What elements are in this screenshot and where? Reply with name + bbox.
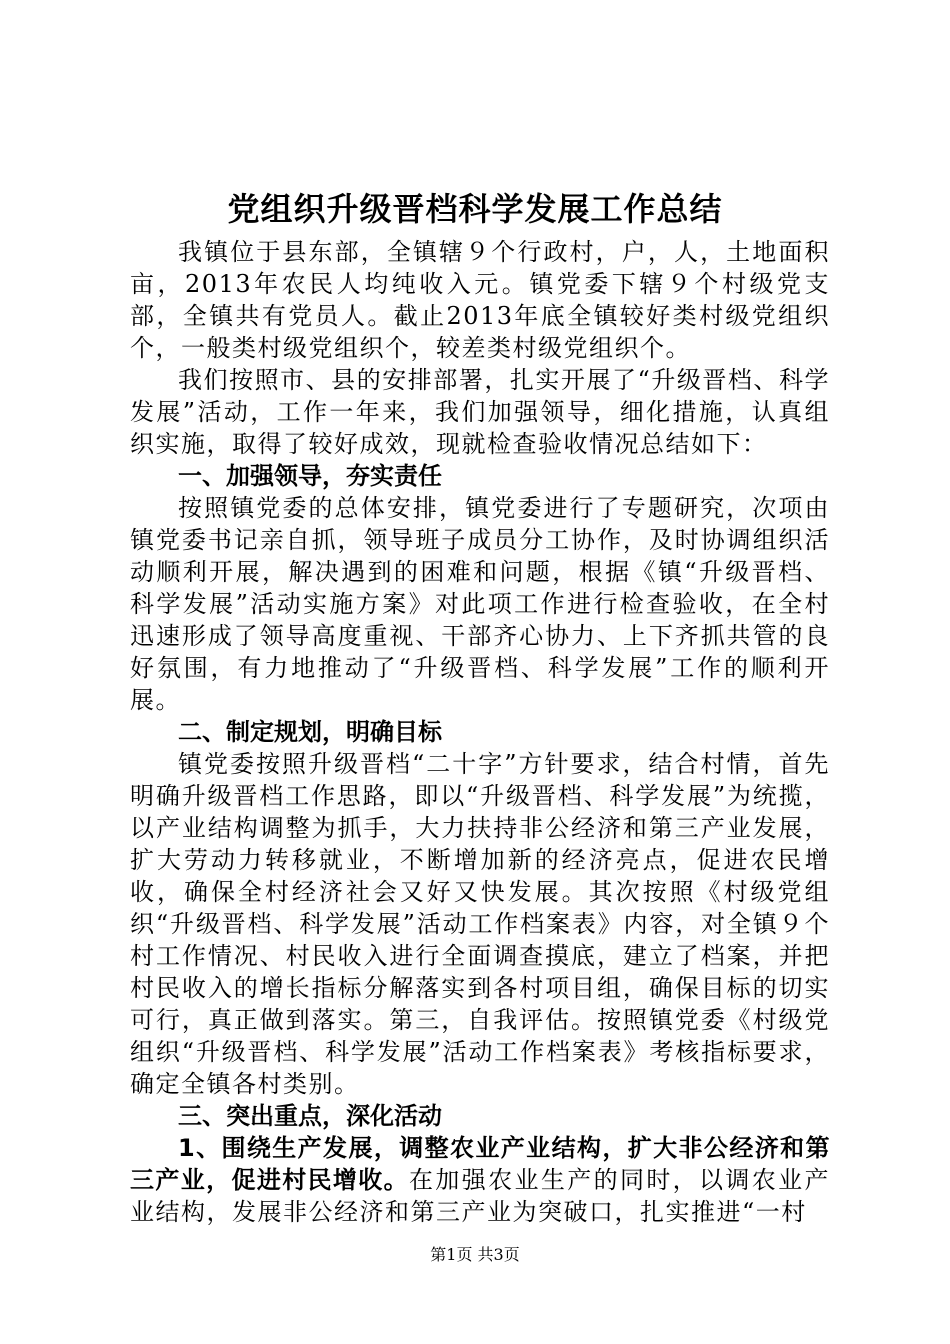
paragraph-section-3 xyxy=(130,1132,830,1228)
section-heading-3: 三、突出重点，深化活动 xyxy=(178,1102,442,1130)
paragraph-section-2: 镇党委按照升级晋档“二十字”方针要求，结合村情，首先明确升级晋档工作思路，即以“升级晋档、科学发展”为统揽，以产业结构调整为抓手，大力扶持非公经济和第三产业发展，扩大劳动力转移就业，不断增加新的经济亮点，促进农民增收，确保全村经济社会又好又快发展。其次按照《村级党组织“升级晋档、科学发展”活动工作档案表》内容，对全镇９个村工作情况、村民收入进行全面调查摸底，建立了档案，并把村民收入的增长指标分解落实到各村项目组，确保目标的切实可行，真正做到落实。第三，自我评估。按照镇党委《村级党组织“升级晋档、科学发展”活动工作档案表》考核指标要求，确定全镇各村类别。 xyxy=(130,750,830,1098)
paragraph-intro: 我镇位于县东部，全镇辖９个行政村，户，人，土地面积亩，2013年农民人均纯收入元。镇党委下辖９个村级党支部，全镇共有党员人。截止2013年底全镇较好类村级党组织个，一般类村级党组织个，较差类村级党组织个。 xyxy=(130,238,830,362)
paragraph-overview: 我们按照市、县的安排部署，扎实开展了“升级晋档、科学发展”活动，工作一年来，我们加强领导，细化措施，认真组织实施，取得了较好成效，现就检查验收情况总结如下： xyxy=(130,366,830,458)
paragraph-section-1: 按照镇党委的总体安排，镇党委进行了专题研究，次项由镇党委书记亲自抓，领导班子成员分工协作，及时协调组织活动顺利开展，解决遇到的困难和问题，根据《镇“升级晋档、科学发展”活动实施方案》对此项工作进行检查验收，在全村迅速形成了领导高度重视、干部齐心协力、上下齐抓共管的良好氛围，有力地推动了“升级晋档、科学发展”工作的顺利开展。 xyxy=(130,494,830,714)
section-heading-1: 一、加强领导，夯实责任 xyxy=(178,462,442,490)
section-heading-2: 二、制定规划，明确目标 xyxy=(178,718,442,746)
document-title: 党组织升级晋档科学发展工作总结 xyxy=(227,190,723,228)
document-body xyxy=(130,236,830,1228)
paragraph-lead-text: 1、围绕生产发展，调整农业产业结构，扩大非公经济和第三产业，促进村民增收。 xyxy=(130,1134,830,1194)
page-footer: 第1页 共3页 xyxy=(430,1245,520,1264)
paragraph-rest-text: 在加强农业生产的同时，以调农业产业结构，发展非公经济和第三产业为突破口，扎实推进“一村 xyxy=(130,1166,831,1226)
